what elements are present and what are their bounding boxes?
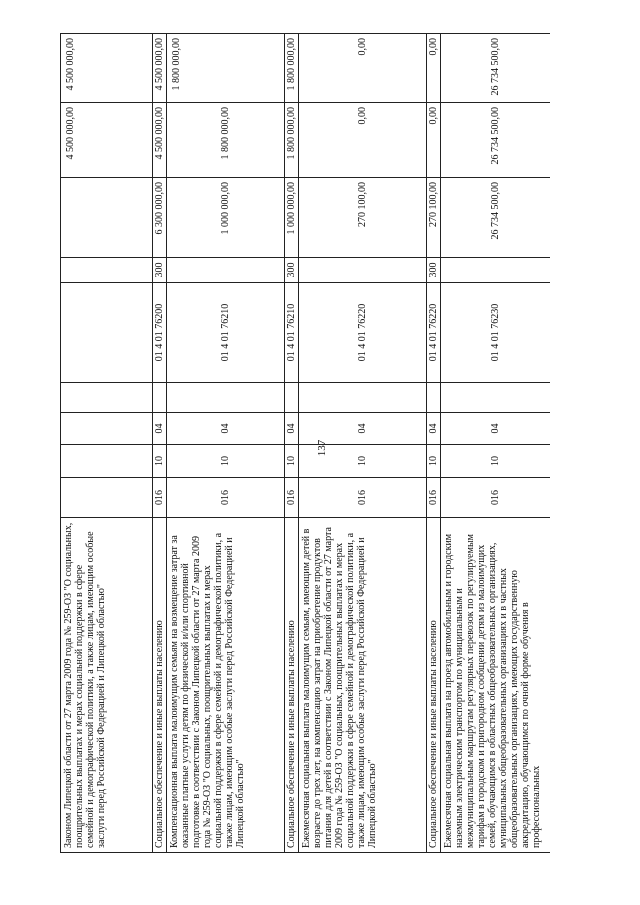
amount-2: 4 500 000,00 (61, 103, 152, 178)
blank-cell (299, 383, 426, 413)
subsection-code: 04 (285, 413, 298, 445)
amount-2: 0,00 (427, 103, 440, 178)
subsection-code: 04 (153, 413, 166, 445)
rotated-table-region (60, 33, 550, 853)
section-code (61, 445, 152, 478)
ministry-code: 016 (427, 478, 440, 518)
amount-2: 1 800 000,00 (167, 103, 284, 178)
subsection-code: 04 (427, 413, 440, 445)
amount-3: 4 500 000,00 (61, 33, 152, 103)
table-row (152, 33, 166, 853)
ministry-code: 016 (153, 478, 166, 518)
target-article (61, 283, 152, 383)
blank-cell (167, 383, 284, 413)
amount-1: 6 300 000,00 (153, 178, 166, 258)
target-article: 01 4 01 76220 (427, 283, 440, 383)
row-description: Законом Липецкой области от 27 марта 2009 года № 259-ОЗ "О социальных, поощрительных выплатах и мерах социальной поддержки в сфере семейной и демографической политики, а также лицам, имеющим особые заслуги перед Российской Федерацией и Липецкой областью" (61, 518, 152, 853)
subsection-code: 04 (299, 413, 426, 445)
section-code: 10 (153, 445, 166, 478)
target-article: 01 4 01 76200 (153, 283, 166, 383)
amount-3: 1 800 000,00 (167, 33, 284, 103)
target-article: 01 4 01 76210 (167, 283, 284, 383)
table-row (426, 33, 440, 853)
ministry-code: 016 (167, 478, 284, 518)
amount-2: 26 734 500,00 (441, 103, 550, 178)
expense-type: 300 (427, 258, 440, 283)
table-row (440, 33, 550, 853)
blank-cell (441, 383, 550, 413)
amount-1: 1 000 000,00 (167, 178, 284, 258)
amount-2: 4 500 000,00 (153, 103, 166, 178)
amount-1 (61, 178, 152, 258)
subsection-code: 04 (441, 413, 550, 445)
target-article: 01 4 01 76210 (285, 283, 298, 383)
blank-cell (61, 383, 152, 413)
section-code: 10 (285, 445, 298, 478)
amount-1: 26 734 500,00 (441, 178, 550, 258)
row-description: Ежемесячная социальная выплата малоимущим семьям, имеющим детей в возрасте до трех лет, на компенсацию затрат на приобретение продуктов питания для детей в соответствии с Законом Липецкой области от 27 марта 2009 года № 259-ОЗ "О социальных, поощрительных выплатах и мерах социальной поддержки в сфере семейной и демографической политики, а также лицам, имеющим особые заслуги перед Российской Федерацией и Липецкой областью" (299, 518, 426, 853)
amount-1: 270 100,00 (299, 178, 426, 258)
subsection-code (61, 413, 152, 445)
table-row (166, 33, 284, 853)
amount-3: 26 734 500,00 (441, 33, 550, 103)
section-code: 10 (299, 445, 426, 478)
expense-type (299, 258, 426, 283)
blank-cell (427, 383, 440, 413)
subsection-code: 04 (167, 413, 284, 445)
amount-3: 0,00 (427, 33, 440, 103)
ministry-code: 016 (441, 478, 550, 518)
target-article: 01 4 01 76230 (441, 283, 550, 383)
amount-3: 0,00 (299, 33, 426, 103)
amount-3: 1 800 000,00 (285, 33, 298, 103)
section-code: 10 (441, 445, 550, 478)
expense-type: 300 (285, 258, 298, 283)
blank-cell (285, 383, 298, 413)
expense-type (61, 258, 152, 283)
row-description: Социальное обеспечение и иные выплаты населению (427, 518, 440, 853)
expense-type: 300 (153, 258, 166, 283)
amount-2: 0,00 (299, 103, 426, 178)
table-row (298, 33, 426, 853)
page-number: 137 (316, 439, 328, 457)
section-code: 10 (427, 445, 440, 478)
amount-3: 4 500 000,00 (153, 33, 166, 103)
amount-2: 1 800 000,00 (285, 103, 298, 178)
expense-type (441, 258, 550, 283)
row-description: Социальное обеспечение и иные выплаты населению (153, 518, 166, 853)
budget-table (60, 33, 550, 853)
table-row (60, 33, 152, 853)
target-article: 01 4 01 76220 (299, 283, 426, 383)
expense-type (167, 258, 284, 283)
row-description: Ежемесячная социальная выплата на проезд автомобильным и городским наземным электрическим транспортом по муниципальным и межмуниципальным маршрутам регулярных перевозок по регулируемым тарифам в городском и пригородном сообщении детям из малоимущих семей, обучающимся в областных общеобразовательных организациях, муниципальных общеобразовательных организациях и в частных общеобразовательных организациях, имеющих государственную аккредитацию, обучающимся по очной форме обучения в профессиональных (441, 518, 550, 853)
ministry-code: 016 (299, 478, 426, 518)
ministry-code: 016 (285, 478, 298, 518)
row-description: Компенсационная выплата малоимущим семьям на возмещение затрат за оказанные платные услуги детям по физической и/или спортивной подготовке в соответствии с Законом Липецкой области от 27 марта 2009 года № 259-ОЗ "О социальных, поощрительных выплатах и мерах социальной поддержки в сфере семейной и демографической политики, а также лицам, имеющим особые заслуги перед Российской Федерацией и Липецкой областью" (167, 518, 284, 853)
blank-cell (153, 383, 166, 413)
row-description: Социальное обеспечение и иные выплаты населению (285, 518, 298, 853)
ministry-code (61, 478, 152, 518)
section-code: 10 (167, 445, 284, 478)
amount-1: 1 000 000,00 (285, 178, 298, 258)
amount-1: 270 100,00 (427, 178, 440, 258)
table-row (284, 33, 298, 853)
